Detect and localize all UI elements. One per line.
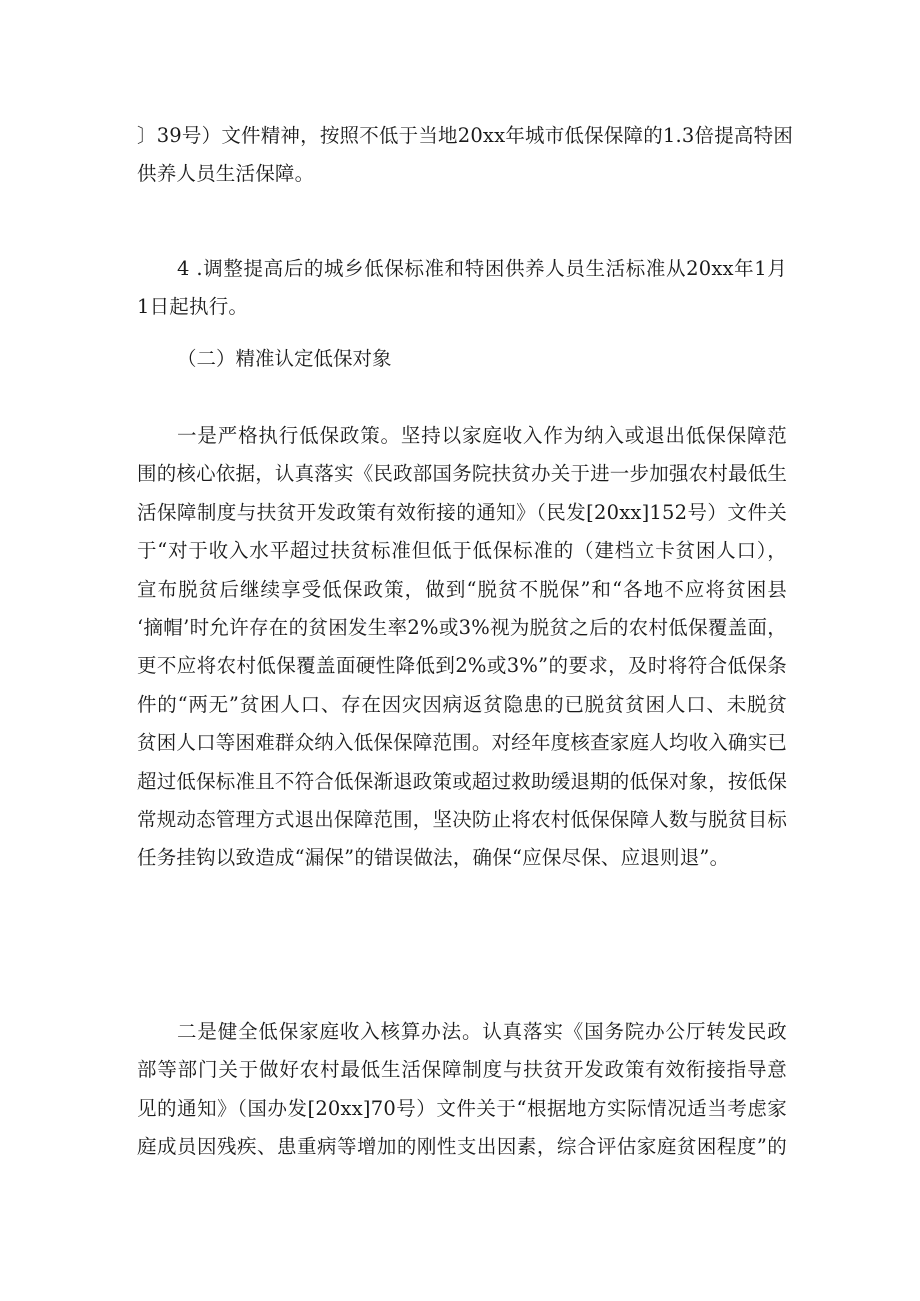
text-line: 见的通知》（国办发[20xx]70号）文件关于“根据地方实际情况适当考虑家 [137,1096,787,1120]
text-line: 庭成员因残疾、患重病等增加的刚性支出因素，综合评估家庭贫困程度”的 [137,1135,787,1159]
text-line: 二是健全低保家庭收入核算办法。认真落实《国务院办公厅转发民政 [177,1020,787,1043]
text-line: ‘摘帽’时允许存在的贫困发生率2%或3%视为脱贫之后的农村低保覆盖面， [137,616,787,640]
text-line: 〕39号）文件精神，按照不低于当地20xx年城市低保保障的1.3倍提高特困 [137,124,794,147]
text-line: 部等部门关于做好农村最低生活保障制度与扶贫开发政策有效衔接指导意 [137,1058,787,1082]
paragraph-3 [137,417,787,878]
text-line: 围的核心依据，认真落实《民政部国务院扶贫办关于进一步加强农村最低生 [137,462,788,486]
text-line: 一是严格执行低保政策。坚持以家庭收入作为纳入或退出低保保障范 [177,424,787,447]
text-line: 4 .调整提高后的城乡低保标准和特困供养人员生活标准从20xx年1月 [177,257,787,280]
text-line: 供养人员生活保障。 [137,162,315,186]
text-line: 宣布脱贫后继续享受低保政策，做到“脱贫不脱保”和“各地不应将贫困县 [137,577,787,601]
paragraph-2 [137,250,787,327]
section-heading: （二）精准认定低保对象 [177,347,392,370]
text-line: 活保障制度与扶贫开发政策有效衔接的通知》（民发[20xx]152号）文件关 [137,500,787,524]
text-line: 于“对于收入水平超过扶贫标准但低于低保标准的（建档立卡贫困人口）， [137,539,787,563]
text-line: 贫困人口等困难群众纳入低保保障范围。对经年度核查家庭人均收入确实已 [137,731,788,755]
paragraph-1 [137,117,794,194]
text-line: 超过低保标准且不符合低保渐退政策或超过救助缓退期的低保对象，按低保 [137,769,788,793]
paragraph-4 [137,1013,787,1167]
text-line: 更不应将农村低保覆盖面硬性降低到2%或3%”的要求，及时将符合低保条 [137,654,787,678]
text-line: 件的“两无”贫困人口、存在因灾因病返贫隐患的已脱贫贫困人口、未脱贫 [137,692,787,716]
text-line: 1日起执行。 [137,295,249,319]
text-line: 常规动态管理方式退出保障范围，坚决防止将农村低保保障人数与脱贫目标 [137,808,788,832]
text-line: 任务挂钩以致造成“漏保”的错误做法，确保“应保尽保、应退则退”。 [137,846,730,870]
